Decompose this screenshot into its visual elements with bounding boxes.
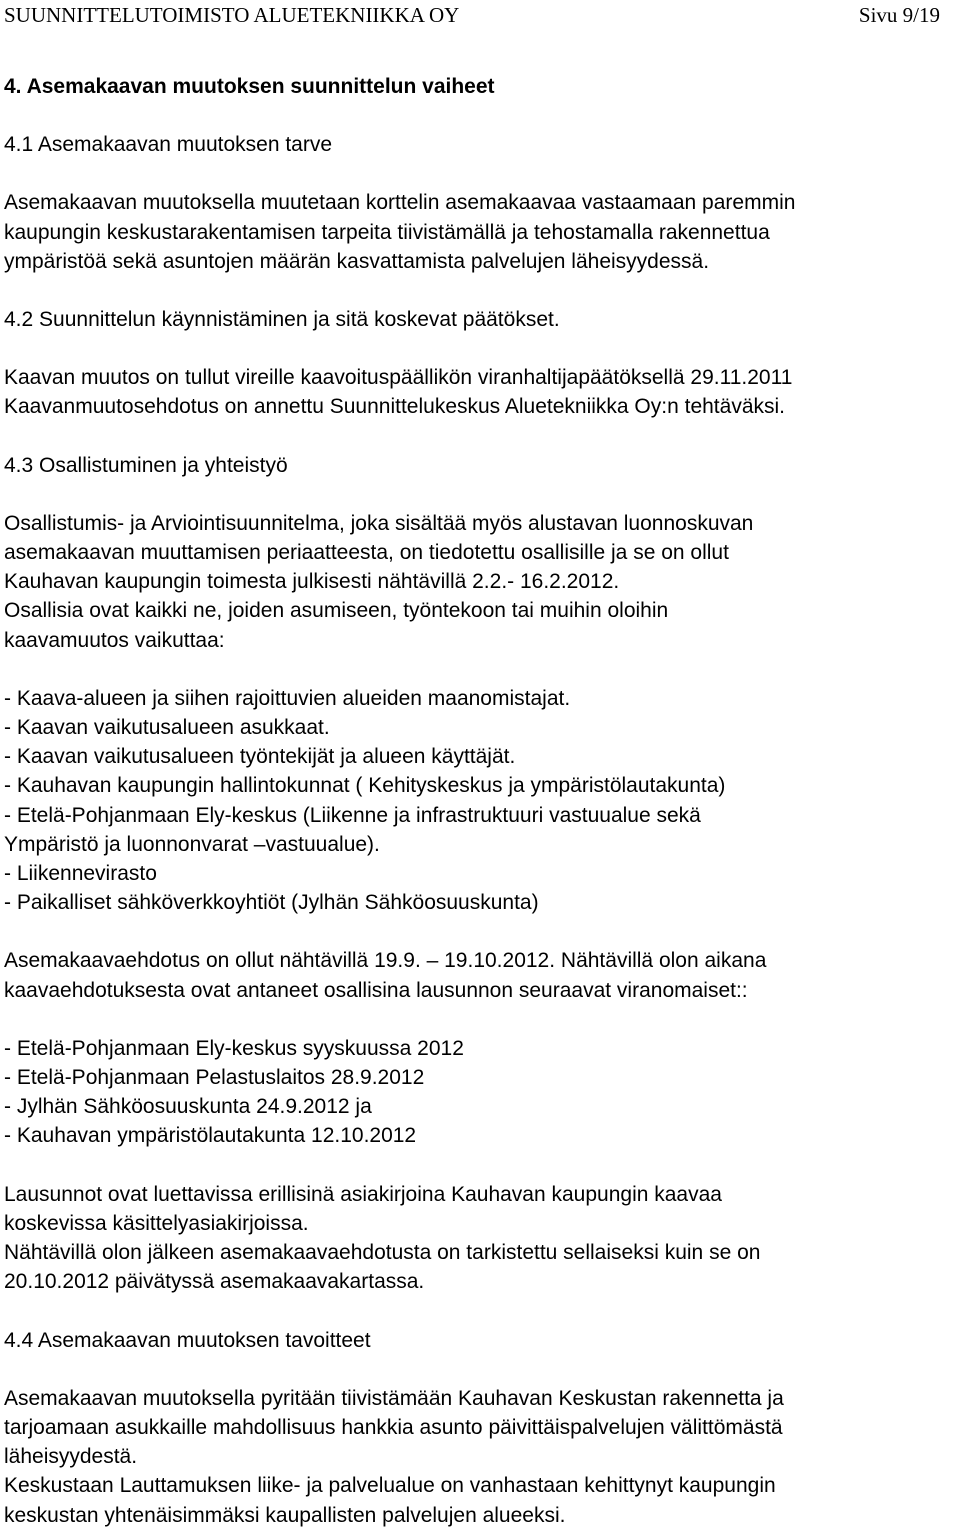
text-line: Kaavanmuutosehdotus on annettu Suunnittelukeskus Aluetekniikka Oy:n tehtäväksi.	[4, 395, 785, 419]
text-line: tarjoamaan asukkaille mahdollisuus hankkia asunto päivittäispalvelujen välittömästä	[4, 1415, 783, 1439]
page-number: Sivu 9/19	[858, 3, 940, 27]
stakeholder-list	[4, 684, 958, 918]
text-line: Asemakaavaehdotus on ollut nähtävillä 19.9. – 19.10.2012. Nähtävillä olon aikana	[4, 949, 767, 973]
paragraph-participation	[4, 509, 958, 655]
list-item: - Kauhavan kaupungin hallintokunnat ( Kehityskeskus ja ympäristölautakunta)	[4, 774, 726, 798]
section-title: 4. Asemakaavan muutoksen suunnittelun vaiheet	[4, 75, 495, 98]
text-line: kaavamuutos vaikuttaa:	[4, 628, 225, 652]
heading-4-1: 4.1 Asemakaavan muutoksen tarve	[4, 133, 333, 157]
list-item: - Etelä-Pohjanmaan Ely-keskus (Liikenne ja infrastruktuuri vastuualue sekä	[4, 803, 701, 827]
text-line: koskevissa käsittelyasiakirjoissa.	[4, 1211, 309, 1235]
company-name: SUUNNITTELUTOIMISTO ALUETEKNIIKKA OY	[4, 3, 460, 27]
list-item: - Jylhän Sähköosuuskunta 24.9.2012 ja	[4, 1095, 372, 1119]
text-line: asemakaavan muuttamisen periaatteesta, on tiedotettu osallisille ja se on ollut	[4, 541, 729, 565]
text-line: Asemakaavan muutoksella muutetaan korttelin asemakaavaa vastaamaan paremmin	[4, 191, 796, 215]
list-item: Ympäristö ja luonnonvarat –vastuualue).	[4, 832, 380, 856]
text-line: kaavaehdotuksesta ovat antaneet osallisina lausunnon seuraavat viranomaiset::	[4, 978, 748, 1002]
text-line: Kauhavan kaupungin toimesta julkisesti nähtävillä 2.2.- 16.2.2012.	[4, 570, 620, 594]
list-item: - Paikalliset sähköverkkoyhtiöt (Jylhän Sähköosuuskunta)	[4, 891, 539, 915]
paragraph-goals	[4, 1384, 958, 1530]
paragraph-proposal	[4, 946, 958, 1004]
text-line: ympäristöä sekä asuntojen määrän kasvattamista palvelujen läheisyydessä.	[4, 249, 710, 273]
page-header	[4, 1, 940, 29]
list-item: - Kaavan vaikutusalueen työntekijät ja alueen käyttäjät.	[4, 745, 516, 769]
list-item: - Etelä-Pohjanmaan Ely-keskus syyskuussa 2012	[4, 1036, 464, 1060]
list-item: - Etelä-Pohjanmaan Pelastuslaitos 28.9.2012	[4, 1066, 425, 1090]
text-line: 20.10.2012 päivätyssä asemakaavakartassa.	[4, 1270, 425, 1294]
paragraph-need	[4, 188, 958, 276]
list-item: - Kaavan vaikutusalueen asukkaat.	[4, 716, 330, 740]
heading-4-4: 4.4 Asemakaavan muutoksen tavoitteet	[4, 1328, 371, 1352]
text-line: Osallistumis- ja Arviointisuunnitelma, joka sisältää myös alustavan luonnoskuvan	[4, 511, 754, 535]
text-line: Keskustaan Lauttamuksen liike- ja palvelualue on vanhastaan kehittynyt kaupungin	[4, 1474, 776, 1498]
heading-4-2: 4.2 Suunnittelun käynnistäminen ja sitä koskevat päätökset.	[4, 308, 560, 332]
list-item: - Kaava-alueen ja siihen rajoittuvien alueiden maanomistajat.	[4, 686, 571, 710]
text-line: Osallisia ovat kaikki ne, joiden asumiseen, työntekoon tai muihin oloihin	[4, 599, 669, 623]
document-body	[4, 72, 958, 1530]
text-line: Kaavan muutos on tullut vireille kaavoituspäällikön viranhaltijapäätöksellä 29.11.2011	[4, 366, 793, 390]
text-line: läheisyydestä.	[4, 1445, 138, 1469]
heading-4-3: 4.3 Osallistuminen ja yhteistyö	[4, 453, 288, 477]
paragraph-decisions	[4, 363, 958, 421]
text-line: kaupungin keskustarakentamisen tarpeita tiivistämällä ja tehostamalla rakennettua	[4, 220, 770, 244]
list-item: - Liikennevirasto	[4, 862, 157, 886]
text-line: Nähtävillä olon jälkeen asemakaavaehdotusta on tarkistettu sellaiseksi kuin se on	[4, 1241, 761, 1265]
paragraph-closing	[4, 1180, 958, 1297]
text-line: Lausunnot ovat luettavissa erillisinä asiakirjoina Kauhavan kaupungin kaavaa	[4, 1182, 722, 1206]
statement-list	[4, 1034, 958, 1151]
list-item: - Kauhavan ympäristölautakunta 12.10.2012	[4, 1124, 417, 1148]
text-line: Asemakaavan muutoksella pyritään tiivistämään Kauhavan Keskustan rakennetta ja	[4, 1386, 784, 1410]
text-line: keskustan yhtenäisimmäksi kaupallisten palvelujen alueeksi.	[4, 1503, 566, 1527]
